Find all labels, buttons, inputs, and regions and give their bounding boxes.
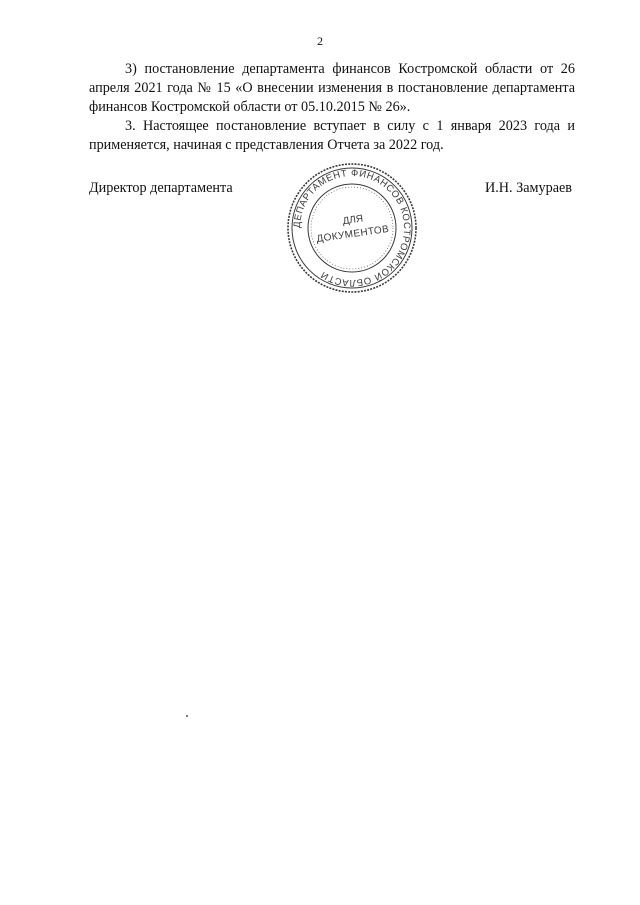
signature-name: И.Н. Замураев: [485, 180, 572, 196]
scan-speck: [186, 715, 188, 717]
seal-outer-text: ДЕПАРТАМЕНТ ФИНАНСОВ КОСТРОМСКОЙ ОБЛАСТИ: [291, 167, 413, 289]
signature-title: Директор департамента: [89, 180, 233, 196]
official-seal: [284, 160, 420, 296]
paragraph-section-3: 3. Настоящее постановление вступает в силу с 1 января 2023 года и применяется, начиная с представления Отчета за 2022 год.: [89, 118, 575, 153]
document-body: [89, 60, 575, 155]
seal-center-line1: ДЛЯ: [341, 213, 364, 228]
seal-center-line2: ДОКУМЕНТОВ: [315, 223, 390, 245]
page-number: 2: [317, 34, 323, 48]
paragraph-item-3: 3) постановление департамента финансов Костромской области от 26 апреля 2021 года № 15 «О внесении изменения в постановление департамента финансов Костромской области от 05.10.2015 № 26».: [89, 61, 575, 115]
